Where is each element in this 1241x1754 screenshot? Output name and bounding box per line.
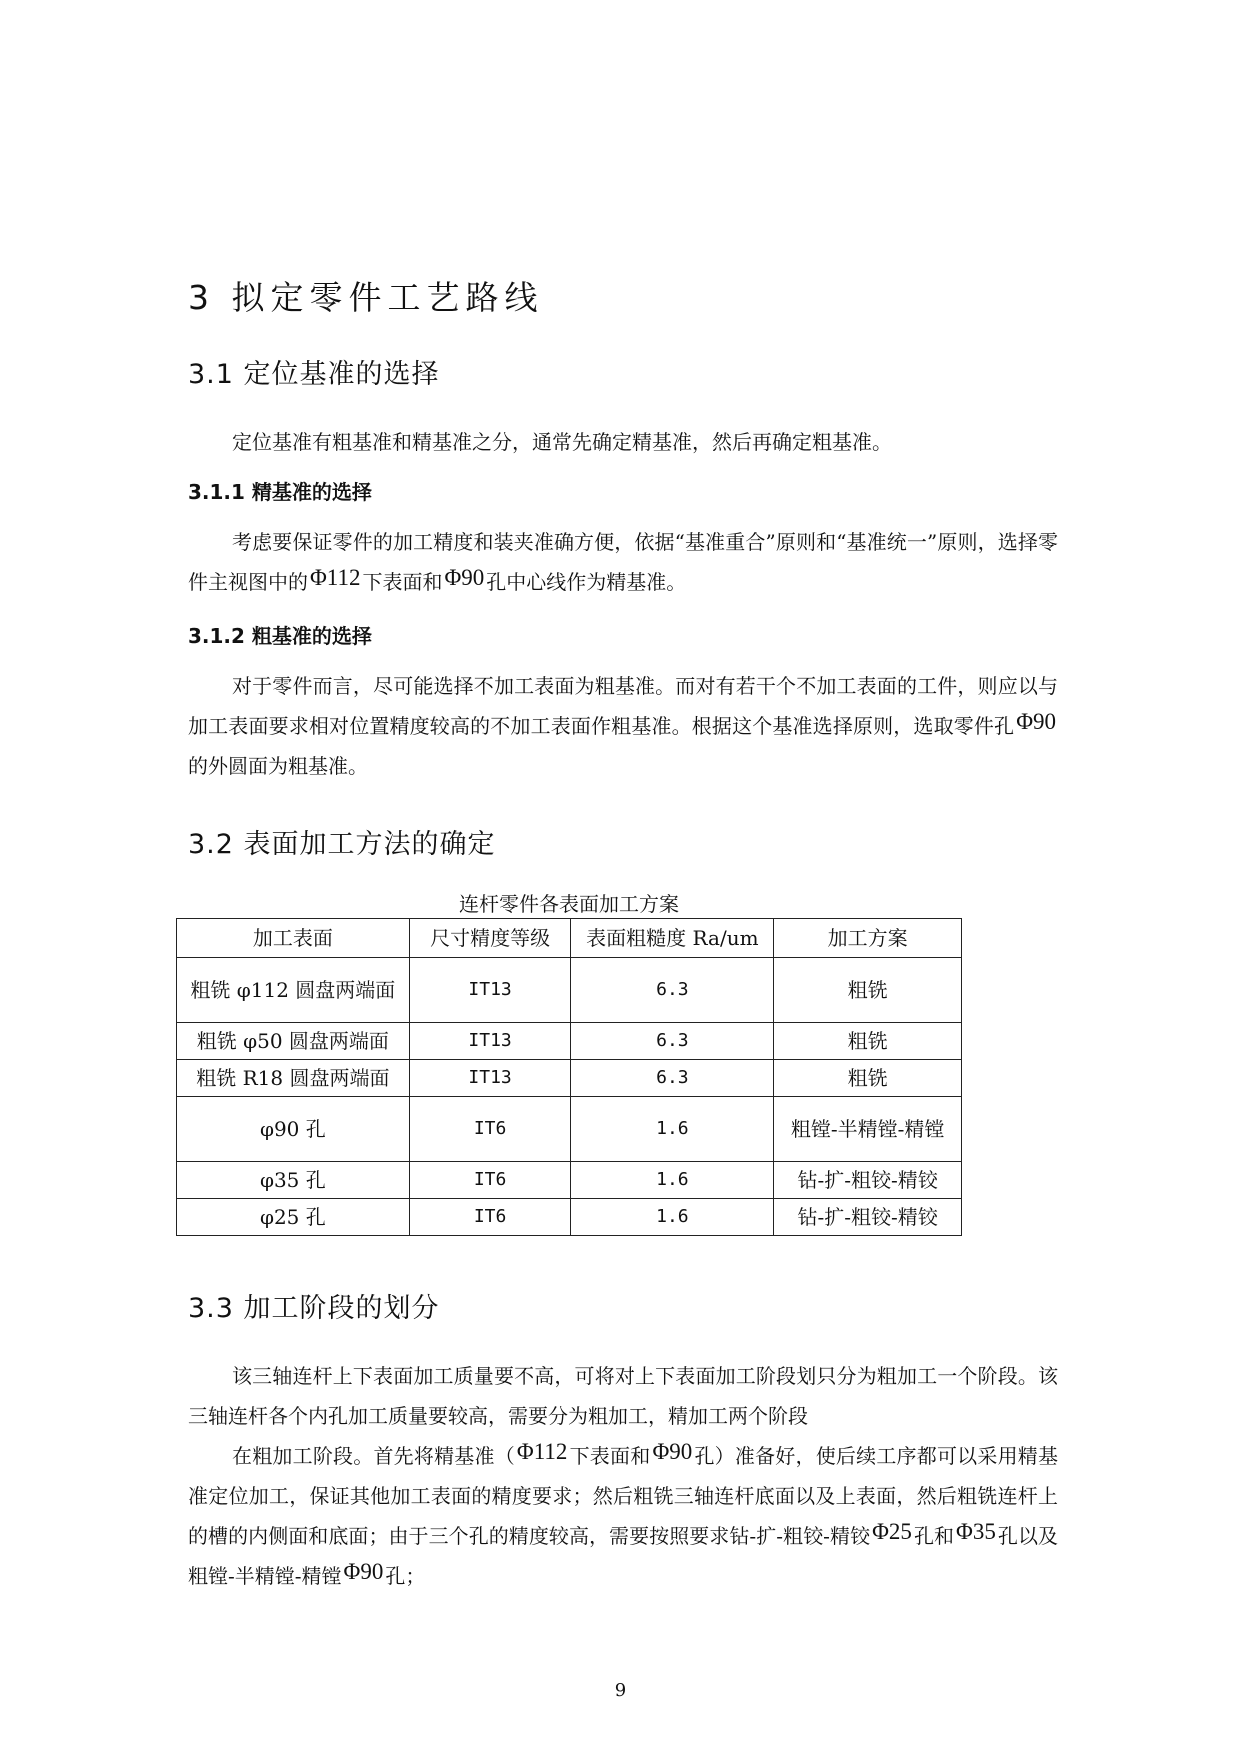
section-3-3-paragraph-1: 该三轴连杆上下表面加工质量要不高，可将对上下表面加工阶段划只分为粗加工一个阶段。该三轴连杆各个内孔加工质量要较高，需要分为粗加工，精加工两个阶段 xyxy=(188,1364,1058,1428)
table-cell: 钻-扩-粗铰-精铰 xyxy=(774,1162,962,1199)
phi-dimension: Φ90 xyxy=(652,1439,693,1464)
table-row xyxy=(177,1060,962,1097)
machining-plan-table xyxy=(176,918,962,1236)
column-header: 加工表面 xyxy=(177,919,410,958)
table-header-row xyxy=(177,919,962,958)
table-row xyxy=(177,1023,962,1060)
phi-dimension: Φ25 xyxy=(872,1519,912,1544)
table-cell: 6.3 xyxy=(571,958,774,1023)
table-row xyxy=(177,958,962,1023)
section-heading-3-1-2: 3.1.2 粗基准的选择 xyxy=(188,624,372,648)
table-caption: 连杆零件各表面加工方案 xyxy=(459,892,679,916)
table-cell: IT13 xyxy=(409,1060,571,1097)
text-run: 孔以及粗镗-半精镗-精镗 xyxy=(188,1524,1059,1588)
table-cell: IT13 xyxy=(409,958,571,1023)
column-header: 表面粗糙度 Ra/um xyxy=(571,919,774,958)
text-run: 下表面和 xyxy=(362,570,443,594)
phi-dimension: Φ35 xyxy=(956,1519,996,1544)
column-header: 尺寸精度等级 xyxy=(409,919,571,958)
table-cell: 6.3 xyxy=(571,1023,774,1060)
section-heading-3-1-1: 3.1.1 精基准的选择 xyxy=(188,480,372,504)
text-run: 孔和 xyxy=(913,1524,955,1548)
table-cell: 1.6 xyxy=(571,1199,774,1236)
table-cell: IT6 xyxy=(409,1162,571,1199)
table-cell: φ25 孔 xyxy=(177,1199,410,1236)
text-run: 下表面和 xyxy=(569,1444,651,1468)
table-cell: 粗铣 xyxy=(774,1023,962,1060)
section-3-1-1-paragraph xyxy=(188,522,1058,602)
table-cell: IT6 xyxy=(409,1097,571,1162)
text-run: 孔； xyxy=(385,1564,426,1588)
table-cell: IT13 xyxy=(409,1023,571,1060)
section-3-1-2-paragraph xyxy=(188,666,1058,786)
column-header: 加工方案 xyxy=(774,919,962,958)
text-run: 的外圆面为粗基准。 xyxy=(188,754,368,778)
table-cell: 粗铣 φ50 圆盘两端面 xyxy=(177,1023,410,1060)
phi-dimension: Φ90 xyxy=(444,565,485,590)
section-heading-3-3: 3.3 加工阶段的划分 xyxy=(188,1293,440,1324)
section-3-3-paragraph-2 xyxy=(188,1436,1058,1596)
section-3-1-intro: 定位基准有粗基准和精基准之分，通常先确定精基准，然后再确定粗基准。 xyxy=(232,430,892,454)
page-number: 9 xyxy=(614,1680,627,1701)
table-cell: φ35 孔 xyxy=(177,1162,410,1199)
table-cell: 粗铣 R18 圆盘两端面 xyxy=(177,1060,410,1097)
text-run: 孔中心线作为精基准。 xyxy=(486,570,687,594)
section-heading-3-1: 3.1 定位基准的选择 xyxy=(188,359,440,390)
text-run: 对于零件而言，尽可能选择不加工表面为粗基准。而对有若干个不加工表面的工件，则应以与加工表面要求相对位置精度较高的不加工表面作粗基准。根据这个基准选择原则，选取零件孔 xyxy=(188,674,1058,738)
table-cell: IT6 xyxy=(409,1199,571,1236)
table-row xyxy=(177,1097,962,1162)
table-cell: 粗镗-半精镗-精镗 xyxy=(774,1097,962,1162)
table-cell: 6.3 xyxy=(571,1060,774,1097)
phi-dimension: Φ90 xyxy=(1016,709,1056,734)
phi-dimension: Φ112 xyxy=(516,1439,568,1464)
table-cell: 1.6 xyxy=(571,1162,774,1199)
phi-dimension: Φ112 xyxy=(310,565,361,590)
table-cell: 粗铣 φ112 圆盘两端面 xyxy=(177,958,410,1023)
text-run: 考虑要保证零件的加工精度和装夹准确方便，依据“基准重合”原则和“基准统一”原则，选择零件主视图中的 xyxy=(188,530,1058,594)
table-row xyxy=(177,1162,962,1199)
phi-dimension: Φ90 xyxy=(343,1559,384,1584)
table-cell: 粗铣 xyxy=(774,958,962,1023)
table-row xyxy=(177,1199,962,1236)
text-run: 孔）准备好，使后续工序都可以采用精基准定位加工，保证其他加工表面的精度要求；然后粗铣三轴连杆底面以及上表面，然后粗铣连杆上的槽的内侧面和底面；由于三个孔的精度较高，需要按照要求钻-扩-粗铰-精铰 xyxy=(188,1444,1059,1548)
section-heading-3-2: 3.2 表面加工方法的确定 xyxy=(188,829,496,860)
table-cell: 粗铣 xyxy=(774,1060,962,1097)
table-cell: 1.6 xyxy=(571,1097,774,1162)
table-cell: 钻-扩-粗铰-精铰 xyxy=(774,1199,962,1236)
table-cell: φ90 孔 xyxy=(177,1097,410,1162)
text-run: 在粗加工阶段。首先将精基准（ xyxy=(232,1444,515,1468)
chapter-title: 3 拟定零件工艺路线 xyxy=(188,278,544,317)
